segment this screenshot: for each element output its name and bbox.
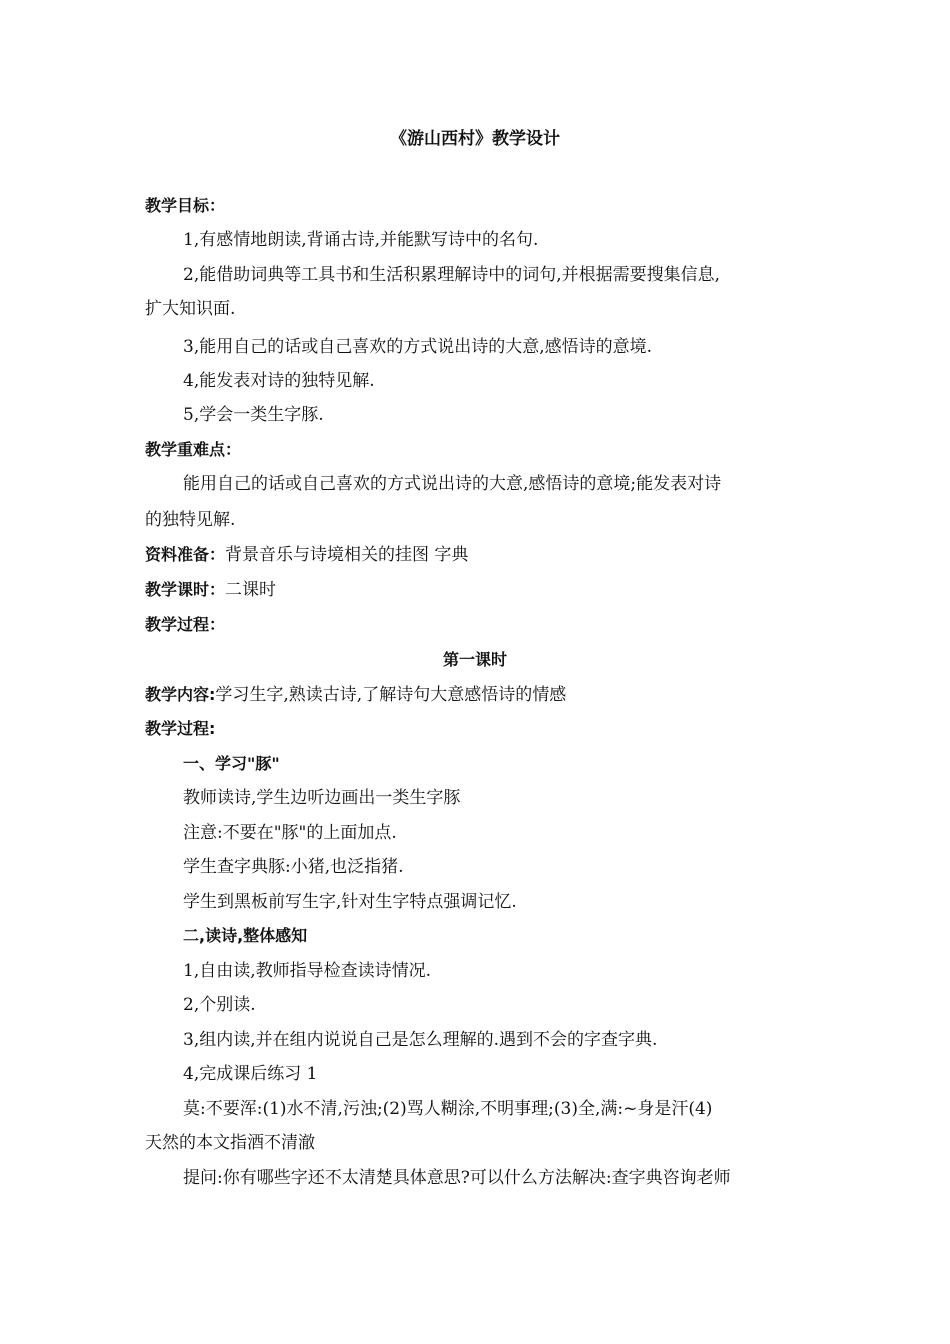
section1-line: 学生查字典豚:小猪,也泛指猪. <box>183 857 404 877</box>
goal-item: 4,能发表对诗的独特见解. <box>183 371 375 391</box>
section1-line: 学生到黑板前写生字,针对生字特点强调记忆. <box>183 892 517 912</box>
process-heading: 教学过程： <box>145 615 226 634</box>
lesson1-content-label: 教学内容: <box>145 685 216 704</box>
goal-item: 1,有感情地朗读,背诵古诗,并能默写诗中的名句. <box>183 230 539 250</box>
section2-line: 2,个别读. <box>183 995 256 1015</box>
section1-heading: 一、学习"豚" <box>183 754 280 773</box>
goal-item: 3,能用自己的话或自己喜欢的方式说出诗的大意,感悟诗的意境. <box>183 337 653 357</box>
periods-row <box>145 578 810 602</box>
lesson1-process-label: 教学过程: <box>145 719 216 738</box>
goal-item: 5,学会一类生字豚. <box>183 405 324 425</box>
goals-heading: 教学目标： <box>145 196 226 215</box>
lesson1-heading: 第一课时 <box>442 650 507 669</box>
periods-value: 二课时 <box>225 580 277 600</box>
section2-heading: 二,读诗,整体感知 <box>183 926 308 945</box>
section2-line-continuation: 天然的本文指酒不清澈 <box>145 1133 315 1153</box>
periods-label: 教学课时： <box>145 580 226 599</box>
section2-line: 3,组内读,并在组内说说自己是怎么理解的.遇到不会的字查字典. <box>183 1030 658 1050</box>
materials-label: 资料准备： <box>145 545 226 564</box>
section2-line: 4,完成课后练习 1 <box>183 1064 318 1084</box>
goal-item: 2,能借助词典等工具书和生活积累理解诗中的词句,并根据需要搜集信息, <box>183 265 721 285</box>
section2-line: 莫:不要浑:(1)水不清,污浊;(2)骂人糊涂,不明事理;(3)全,满:~身是汗(4) <box>183 1099 713 1119</box>
section1-line: 教师读诗,学生边听边画出一类生字豚 <box>183 788 461 808</box>
key-points-text-continuation: 的独特见解. <box>145 510 236 530</box>
key-points-text: 能用自己的话或自己喜欢的方式说出诗的大意,感悟诗的意境;能发表对诗 <box>183 474 722 494</box>
key-points-heading: 教学重难点： <box>145 440 242 459</box>
section2-line: 1,自由读,教师指导检查读诗情况. <box>183 961 432 981</box>
materials-value: 背景音乐与诗境相关的挂图 字典 <box>225 545 469 565</box>
section1-line: 注意:不要在"豚"的上面加点. <box>183 823 397 843</box>
goal-item-continuation: 扩大知识面. <box>145 299 236 319</box>
materials-row <box>145 543 810 567</box>
lesson1-content-value: 学习生字,熟读古诗,了解诗句大意感悟诗的情感 <box>215 685 567 705</box>
document-title: 《游山西村》教学设计 <box>390 129 560 149</box>
section2-line: 提问:你有哪些字还不太清楚具体意思?可以什么方法解决:查字典咨询老师 <box>183 1168 731 1188</box>
lesson1-content-row <box>145 683 810 707</box>
